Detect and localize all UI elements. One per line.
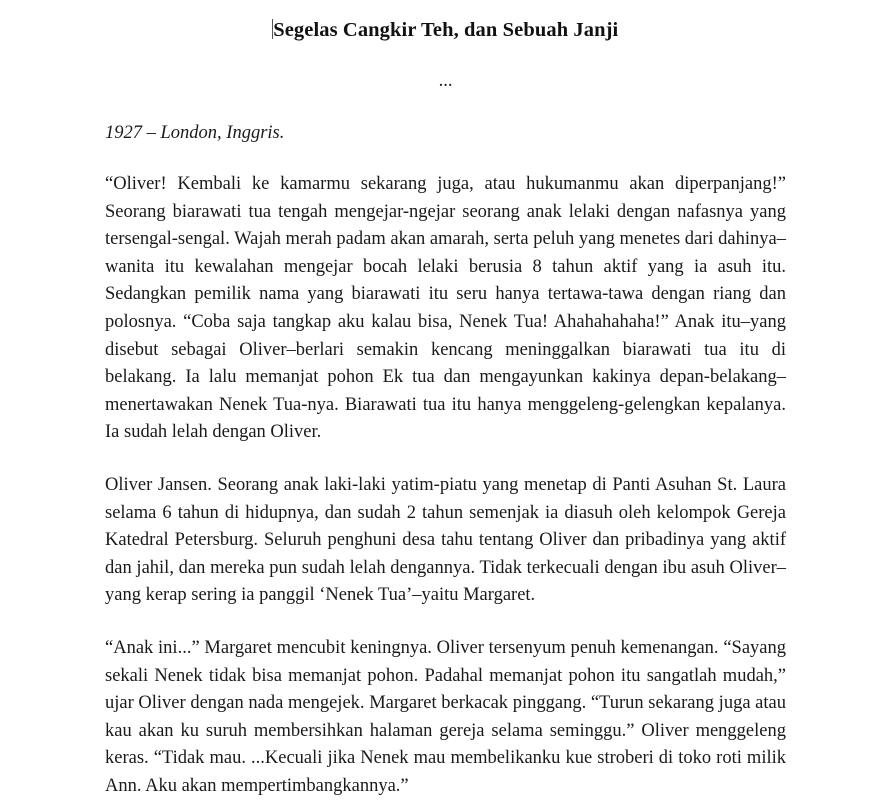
scene-break-separator: ... <box>438 71 453 91</box>
paragraph-list <box>105 171 786 800</box>
body-paragraph[interactable]: “Anak ini...” Margaret mencubit keningnya. Oliver tersenyum penuh kemenangan. “Sayang sekali Nenek tidak bisa memanjat pohon. Padahal memanjat pohon itu sangatlah mudah,” ujar Oliver dengan nada mengejek. Margaret berkacak pinggang. “Turun sekarang juga atau kau akan ku suruh membersihkan halaman gereja selama seminggu.” Oliver menggeleng keras. “Tidak mau. ...Kecuali jika Nenek mau membelikanku kue stroberi di toko roti milik Ann. Aku akan mempertimbangkannya.” <box>105 637 786 796</box>
body-paragraph[interactable]: “Oliver! Kembali ke kamarmu sekarang juga, atau hukumanmu akan diperpanjang!” Seorang biarawati tua tengah mengejar-ngejar seorang anak lelaki dengan nafasnya yang tersengal-sengal. Wajah merah padam akan amarah, serta peluh yang menetes dari dahinya–wanita itu kewalahan mengejar bocah lelaki berusia 8 tahun aktif yang ia asuh itu. Sedangkan pemilik nama yang biarawati itu seru hanya tertawa-tawa dengan riang dan polosnya. “Coba saja tangkap aku kalau bisa, Nenek Tua! Ahahahahaha!” Anak itu–yang disebut sebagai Oliver–berlari semakin kencang meninggalkan biarawati tua itu di belakang. Ia lalu memanjat pohon Ek tua dan mengayunkan kakinya depan-belakang–menertawakan Nenek Tua-nya. Biarawati tua itu hanya menggeleng-gelengkan kepalanya. Ia sudah lelah dengan Oliver. <box>105 174 786 443</box>
dateline: 1927 – London, Inggris. <box>105 123 285 143</box>
body-paragraph[interactable]: Oliver Jansen. Seorang anak laki-laki yatim-piatu yang menetap di Panti Asuhan St. Laura selama 6 tahun di hidupnya, dan sudah 2 tahun semenjak ia diasuh oleh kelompok Gereja Katedral Petersburg. Seluruh penghuni desa tahu tentang Oliver dan pribadinya yang aktif dan jahil, dan mereka pun sudah lelah dengannya. Tidak terkecuali dengan ibu asuh Oliver–yang kerap sering ia panggil ‘Nenek Tua’–yaitu Margaret. <box>105 474 786 606</box>
page-title-text: Segelas Cangkir Teh, dan Sebuah Janji <box>273 18 619 41</box>
page-title[interactable] <box>0 16 890 44</box>
